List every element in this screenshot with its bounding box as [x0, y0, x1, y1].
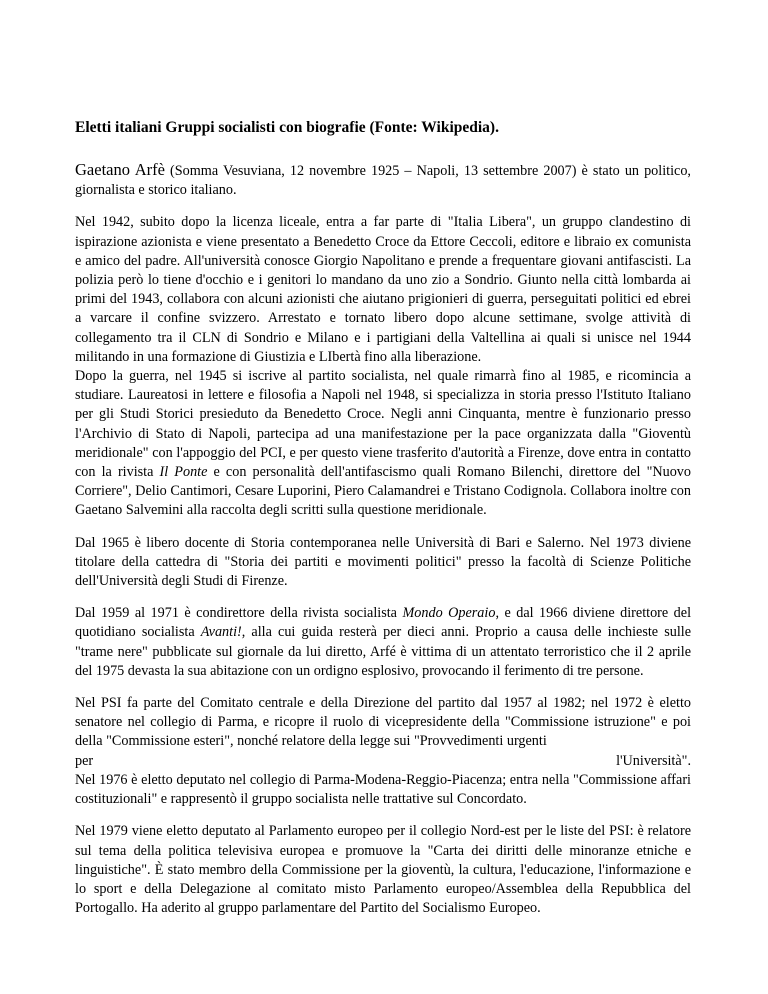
text-span: Dopo la guerra, nel 1945 si iscrive al partito socialista, nel quale rimarrà fino al 1985, e ricomincia a studiare. Laureatosi in lettere e filosofia a Napoli nel 1948, si specializza in storia presso l'Istituto Italiano per gli Studi Storici presieduto da Benedetto Croce. Negli anni Cinquanta, mentre è funzionario presso l'Archivio di Stato di Napoli, partecipa ad una manifestazione per la pace organizzata dalla "Gioventù meridionale" con l'appoggio del PCI, e per questo viene trasferito d'autorità a Firenze, dove entra in contatto con la rivista [75, 368, 691, 481]
paragraph-psi [75, 694, 691, 809]
text-span: Nel 1976 è eletto deputato nel collegio di Parma-Modena-Reggio-Piacenza; entra nella "Commissione affari costituzionali" e rappresentò il gruppo socialista nelle trattative sul Concordato. [75, 771, 691, 808]
intro-paragraph [75, 160, 691, 200]
text-span: , alla cui guida resterà per dieci anni. Proprio a causa delle inchieste sulle "trame nere" pubblicate sul giornale da lui diretto, Arfé è vittima di un attentato terroristico che il 2 aprile del 1975 devasta la sua abitazione con un ordigno esplosivo, provocando il ferimento di tre persone. [75, 624, 692, 679]
paragraph-academic: Dal 1965 è libero docente di Storia contemporanea nelle Università di Bari e Salerno. Nel 1973 diviene titolare della cattedra di "Storia dei partiti e movimenti politici" presso la facoltà di Scienze Politiche dell'Università degli Studi di Firenze. [75, 534, 691, 590]
text-span: Dal 1959 al 1971 è condirettore della rivista socialista [75, 605, 403, 622]
document-page [75, 118, 691, 918]
paragraph-european-parliament: Nel 1979 viene eletto deputato al Parlamento europeo per il collegio Nord-est per le liste del PSI: è relatore sul tema della politica televisiva europea e promuove la "Carta dei diritti delle minoranze etniche e linguistiche". È stato membro della Commissione per la gioventù, la cultura, l'educazione, l'informazione e lo sport e della Delegazione al comitato misto Parlamento europeo/Assemblea della Repubblica del Portogallo. Ha aderito al gruppo parlamentare del Partito del Socialismo Europeo. [75, 823, 691, 917]
text-span: Nel PSI fa parte del Comitato centrale e della Direzione del partito dal 1957 al 1982; nel 1972 è eletto senatore nel collegio di Parma, e ricopre il ruolo di vicepresidente della "Commissione istruzione" e poi della "Commissione esteri", nonché relatore della legge sui "Provvedimenti urgenti [75, 695, 691, 750]
paragraph-postwar [75, 367, 691, 521]
text-span: , e dal 1966 diviene direttore del quotidiano socialista [75, 605, 692, 641]
italic-title: Il Ponte [159, 464, 208, 481]
person-name: Gaetano Arfè [75, 160, 165, 179]
italic-title: Mondo Operaio [402, 605, 496, 622]
italic-title: Avanti! [200, 624, 242, 641]
document-title: Eletti italiani Gruppi socialisti con biografie (Fonte: Wikipedia). [75, 119, 499, 136]
intro-text: (Somma Vesuviana, 12 novembre 1925 – Napoli, 13 settembre 2007) è stato un politico, giornalista e storico italiano. [75, 163, 691, 199]
paragraph-journalism [75, 604, 691, 681]
paragraph-early-life: Nel 1942, subito dopo la licenza liceale, entra a far parte di "Italia Libera", un gruppo clandestino di ispirazione azionista e viene presentato a Benedetto Croce da Ettore Ceccoli, editore e libraio ex comunista e amico del padre. All'università conosce Giorgio Napolitano e prende a frequentare giovani antifascisti. La polizia però lo tiene d'occhio e i genitori lo mandano da uno zio a Sondrio. Giunto nella città lombarda ai primi del 1943, collabora con alcuni azionisti che aiutano prigionieri di guerra, perseguitati politici ed ebrei a varcare il confine svizzero. Arrestato e tornato libero dopo alcune settimane, svolge attività di collegamento tra il CLN di Sondrio e Milano e i partigiani della Valtellina ai quali si unisce nel 1944 militando in una formazione di Giustizia e LIbertà fino alla liberazione. [75, 214, 691, 365]
split-line [75, 752, 691, 771]
text-span: e con personalità dell'antifascismo quali Romano Bilenchi, direttore del "Nuovo Corriere", Delio Cantimori, Cesare Luporini, Piero Calamandrei e Tristano Codignola. Collabora inoltre con Gaetano Salvemini alla raccolta degli scritti sulla questione meridionale. [75, 464, 691, 519]
text-span: per [75, 752, 94, 769]
text-span: l'Università". [616, 752, 691, 769]
